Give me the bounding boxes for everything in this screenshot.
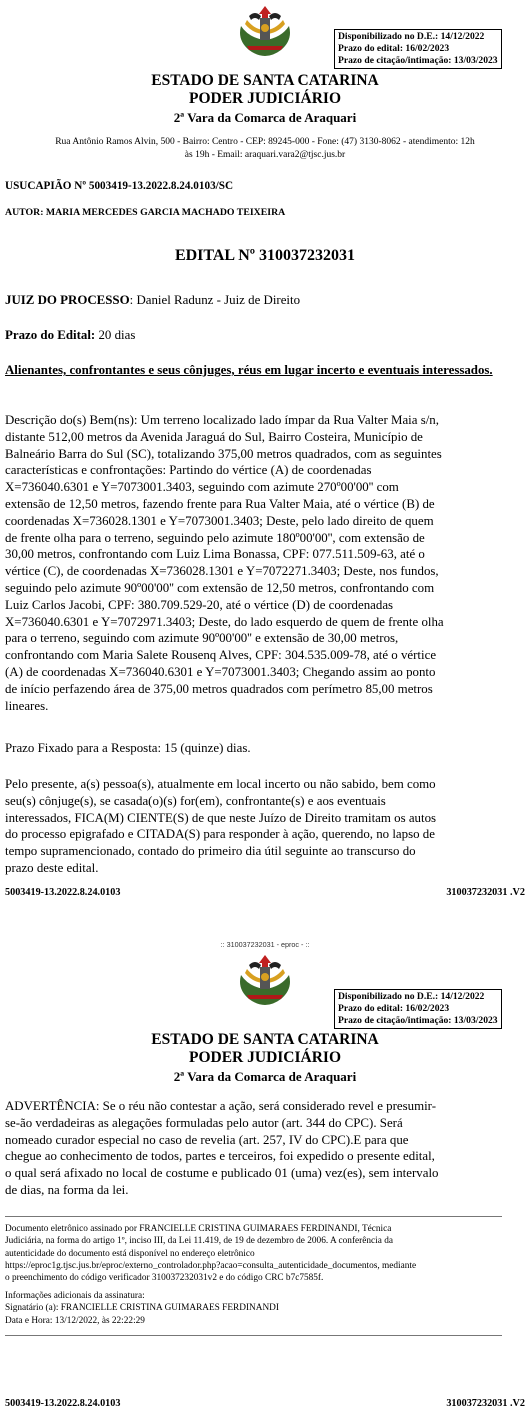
- edital-deadline: Prazo do edital: 16/02/2023: [338, 43, 450, 54]
- state-name: ESTADO DE SANTA CATARINA: [151, 1031, 379, 1048]
- signature-datetime: Data e Hora: 13/12/2022, às 22:22:29: [5, 1315, 145, 1326]
- deadline-line: [5, 327, 525, 344]
- availability-date: Disponibilizado no D.E.: 14/12/2022: [338, 31, 485, 42]
- deadline-label: Prazo do Edital:: [5, 328, 96, 342]
- signer-name: Signatário (a): FRANCIELLE CRISTINA GUIMARAES FERDINANDI: [5, 1303, 279, 1314]
- availability-date: Disponibilizado no D.E.: 14/12/2022: [338, 991, 485, 1002]
- edital-deadline: Prazo do edital: 16/02/2023: [338, 1003, 450, 1014]
- response-deadline: Prazo Fixado para a Resposta: 15 (quinze) dias.: [5, 741, 251, 755]
- court-name: 2ª Vara da Comarca de Araquari: [173, 110, 357, 125]
- judiciary-name: PODER JUDICIÁRIO: [189, 90, 341, 107]
- edital-title: EDITAL Nº 310037232031: [174, 247, 356, 264]
- judge-label: JUIZ DO PROCESSO: [5, 293, 130, 307]
- footer-document-id: 310037232031 .V2: [446, 887, 525, 898]
- footer-case-number: 5003419-13.2022.8.24.0103: [5, 1398, 121, 1409]
- case-author: AUTOR: MARIA MERCEDES GARCIA MACHADO TEIXEIRA: [5, 207, 286, 218]
- court-address: Rua Antônio Ramos Alvin, 500 - Bairro: Centro - CEP: 89245-000 - Fone: (47) 3130-8062 - atendimento: 12h às 19h - Email: araquari.vara2@tjsc.jus.br: [55, 137, 475, 160]
- divider: [5, 1216, 502, 1217]
- judiciary-name: PODER JUDICIÁRIO: [189, 1049, 341, 1066]
- additional-info-title: Informações adicionais da assinatura:: [5, 1291, 145, 1301]
- publication-dates-box: [334, 29, 502, 69]
- addressees: Alienantes, confrontantes e seus cônjuges, réus em lugar incerto e eventuais interessados.: [5, 363, 493, 377]
- property-description: Descrição do(s) Bem(ns): Um terreno localizado lado ímpar da Rua Valter Maia s/n, distante 512,00 metros da Avenida Jaraguá do Sul, Bairro Costeira, Município de Balneário Barra do Sul (SC), totalizando 375,00 metros quadrados, com as seguintes características e confrontações: Partindo do vértice (A) de coordenadas X=736040.6301 e Y=7073001.3403, seguindo com azimute 270º00'00'' com extensão de 12,50 metros, fazendo frente para Rua Valter Maia, até o vértice (B) de coordenadas X=736028.1301 e Y=7073001.3403; Deste, pelo lado direito de quem de frente olha para o terreno, seguindo pelo azimute 180º00'00'', com extensão de 30,00 metros, confrontando com Luiz Lima Bonassa, CPF: 077.511.509-63, até o vértice (C), de coordenadas X=736028.1301 e Y=7072271.3403; Deste, nos fundos, seguindo pelo azimute 90º00'00'' com extensão de 12,50 metros, confrontando com Luiz Carlos Jacobi, CPF: 380.709.529-20, até o vértice (D) de coordenadas X=736040.6301 e Y=7072971.3403; Deste, do lado esquerdo de quem de frente olha para o terreno, seguindo com azimute 90º00'00'' e extensão de 30,00 metros, confrontando com Maria Salete Rousenq Alves, CPF: 304.535.009-78, até o vértice (A) de coordenadas X=736040.6301 e Y=7073001.3403; Chegando assim ao ponto de início perfazendo área de 375,00 metros quadrados com perímetro 85,00 metros lineares.: [5, 413, 444, 713]
- court-name: 2ª Vara da Comarca de Araquari: [173, 1069, 357, 1084]
- footer-case-number: 5003419-13.2022.8.24.0103: [5, 887, 121, 898]
- citation-deadline: Prazo de citação/intimação: 13/03/2023: [338, 55, 498, 66]
- page-separator: :: 310037232031 - eproc - ::: [220, 940, 310, 949]
- state-coat-of-arms-icon: [235, 953, 295, 1007]
- deadline-value: 20 dias: [95, 328, 136, 342]
- citation-deadline: Prazo de citação/intimação: 13/03/2023: [338, 1015, 498, 1026]
- judge-value: : Daniel Radunz - Juiz de Direito: [129, 293, 301, 307]
- state-coat-of-arms-icon: [235, 4, 295, 58]
- electronic-signature-block: Documento eletrônico assinado por FRANCIELLE CRISTINA GUIMARAES FERDINANDI, Técnica Judiciária, na forma do artigo 1º, inciso III, da Lei 11.419, de 19 de dezembro de 2006. A conferência da autenticidade do documento está disponível no endereço eletrônico https://eproc1g.tjsc.jus.br/eproc/externo_controlador.php?acao=consulta_autenticidade_documentos, mediante o preenchimento do código verificador 310037232031v2 e do código CRC b7c7585f.: [5, 1224, 417, 1284]
- case-title: USUCAPIÃO Nº 5003419-13.2022.8.24.0103/SC: [5, 180, 234, 192]
- divider: [5, 1335, 502, 1336]
- signature-details: [5, 1290, 502, 1327]
- warning-paragraph: ADVERTÊNCIA: Se o réu não contestar a ação, será considerado revel e presumir- se-ão verdadeiras as alegações formuladas pelo autor (art. 344 do CPC). Será nomeado curador especial no caso de revelia (art. 257, IV do CPC).E para que chegue ao conhecimento de todos, partes e terceiros, foi expedido o presente edital, o qual será afixado no local de costume e publicado 01 (uma) vez(es), sem intervalo de dias, na forma da lei.: [5, 1099, 439, 1197]
- publication-dates-box: [334, 989, 502, 1029]
- state-name: ESTADO DE SANTA CATARINA: [151, 72, 379, 89]
- citation-notice: Pelo presente, a(s) pessoa(s), atualmente em local incerto ou não sabido, bem como seu(s) cônjuge(s), se casada(o)(s) for(em), confrontante(s) e aos eventuais interessados, FICA(M) CIENTE(S) de que neste Juízo de Direito tramitam os autos do processo epigrafado e CITADA(S) para responder à ação, querendo, no lapso de tempo supramencionado, contado do primeiro dia útil seguinte ao transcurso do prazo deste edital.: [5, 777, 437, 875]
- judge-line: [5, 292, 525, 309]
- footer-document-id: 310037232031 .V2: [446, 1398, 525, 1409]
